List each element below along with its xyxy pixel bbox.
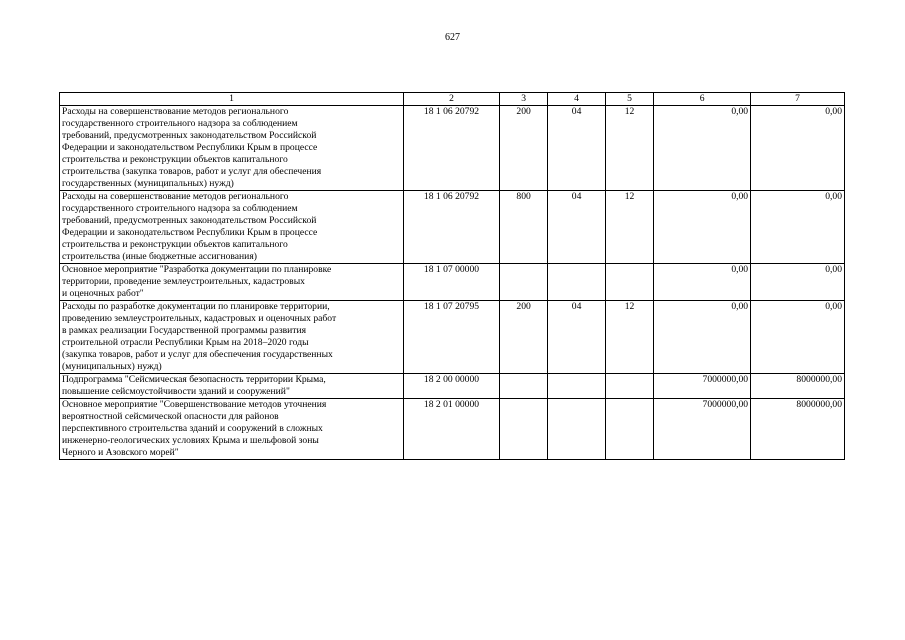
row-description-line: государственных (муниципальных) нужд) [62, 178, 234, 189]
row-amount-col-7: 0,00 [751, 191, 845, 264]
row-amount-col-7: 0,00 [751, 264, 845, 301]
row-description-line: в рамках реализации Государственной программы развития [62, 325, 307, 336]
row-description-line: инженерно-геологических условиях Крыма и шельфовой зоны [62, 435, 319, 446]
row-amount-col-6: 0,00 [654, 106, 751, 191]
row-target-article-code: 18 2 01 00000 [404, 399, 500, 460]
row-section-code [548, 399, 606, 460]
row-expense-type-code: 800 [499, 191, 547, 264]
row-description-line: Федерации и законодательством Республики Крым в процессе [62, 227, 318, 238]
row-description-line: Черного и Азовского морей" [62, 447, 179, 458]
header-col-1: 1 [60, 93, 404, 106]
row-subsection-code: 12 [605, 106, 653, 191]
row-subsection-code: 12 [605, 301, 653, 374]
row-description-line: (муниципальных) нужд) [62, 361, 162, 372]
row-expense-type-code [499, 374, 547, 399]
header-col-3: 3 [499, 93, 547, 106]
row-description-line: строительства и реконструкции объектов капитального [62, 154, 288, 165]
row-section-code: 04 [548, 301, 606, 374]
row-description [60, 191, 404, 264]
row-description-line: (закупка товаров, работ и услуг для обеспечения государственных [62, 349, 333, 360]
header-col-7: 7 [751, 93, 845, 106]
row-description [60, 264, 404, 301]
row-target-article-code: 18 1 06 20792 [404, 191, 500, 264]
row-description-line: проведению землеустроительных, кадастровых и оценочных работ [62, 313, 337, 324]
table-header-row [60, 93, 845, 106]
row-description-line: строительной отрасли Республики Крым на 2018–2020 годы [62, 337, 309, 348]
row-amount-col-7: 0,00 [751, 106, 845, 191]
row-description-line: Федерации и законодательством Республики Крым в процессе [62, 142, 318, 153]
row-subsection-code [605, 264, 653, 301]
header-col-5: 5 [605, 93, 653, 106]
page-number: 627 [445, 32, 460, 43]
header-col-2: 2 [404, 93, 500, 106]
row-description-line: и оценочных работ" [62, 288, 144, 299]
row-description [60, 106, 404, 191]
row-target-article-code: 18 1 07 20795 [404, 301, 500, 374]
row-amount-col-6: 7000000,00 [654, 399, 751, 460]
row-amount-col-6: 0,00 [654, 191, 751, 264]
row-description-line: Основное мероприятие "Разработка документации по планировке [62, 264, 332, 275]
row-section-code [548, 374, 606, 399]
row-description-line: строительства (закупка товаров, работ и услуг для обеспечения [62, 166, 322, 177]
row-subsection-code [605, 399, 653, 460]
row-expense-type-code: 200 [499, 106, 547, 191]
row-expense-type-code [499, 264, 547, 301]
table-row [60, 399, 845, 460]
row-description-line: территории, проведение землеустроительных, кадастровых [62, 276, 305, 287]
budget-table [59, 92, 845, 460]
row-description-line: строительства и реконструкции объектов капитального [62, 239, 288, 250]
row-subsection-code [605, 374, 653, 399]
header-col-6: 6 [654, 93, 751, 106]
row-description [60, 301, 404, 374]
row-description-line: требований, предусмотренных законодательством Российской [62, 215, 317, 226]
row-amount-col-7: 8000000,00 [751, 399, 845, 460]
row-description-line: Расходы по разработке документации по планировке территории, [62, 301, 330, 312]
row-description-line: Основное мероприятие "Совершенствование методов уточнения [62, 399, 327, 410]
row-amount-col-6: 7000000,00 [654, 374, 751, 399]
table-row [60, 191, 845, 264]
row-description-line: требований, предусмотренных законодательством Российской [62, 130, 317, 141]
row-description [60, 374, 404, 399]
row-section-code: 04 [548, 106, 606, 191]
table-row [60, 301, 845, 374]
row-amount-col-6: 0,00 [654, 264, 751, 301]
row-target-article-code: 18 1 07 00000 [404, 264, 500, 301]
row-target-article-code: 18 1 06 20792 [404, 106, 500, 191]
row-amount-col-6: 0,00 [654, 301, 751, 374]
row-description-line: Расходы на совершенствование методов регионального [62, 191, 289, 202]
row-amount-col-7: 8000000,00 [751, 374, 845, 399]
row-description-line: Расходы на совершенствование методов регионального [62, 106, 289, 117]
row-subsection-code: 12 [605, 191, 653, 264]
row-amount-col-7: 0,00 [751, 301, 845, 374]
row-description [60, 399, 404, 460]
row-target-article-code: 18 2 00 00000 [404, 374, 500, 399]
table-row [60, 106, 845, 191]
table-row [60, 264, 845, 301]
row-description-line: Подпрограмма "Сейсмическая безопасность территории Крыма, [62, 374, 326, 385]
row-expense-type-code [499, 399, 547, 460]
row-description-line: строительства (иные бюджетные ассигнования) [62, 251, 257, 262]
row-description-line: вероятностной сейсмической опасности для районов [62, 411, 279, 422]
row-description-line: государственного строительного надзора за соблюдением [62, 203, 298, 214]
table-row [60, 374, 845, 399]
row-expense-type-code: 200 [499, 301, 547, 374]
row-description-line: повышение сейсмоустойчивости зданий и сооружений" [62, 386, 290, 397]
row-description-line: государственного строительного надзора за соблюдением [62, 118, 298, 129]
header-col-4: 4 [548, 93, 606, 106]
row-section-code [548, 264, 606, 301]
row-section-code: 04 [548, 191, 606, 264]
row-description-line: перспективного строительства зданий и сооружений в сложных [62, 423, 323, 434]
